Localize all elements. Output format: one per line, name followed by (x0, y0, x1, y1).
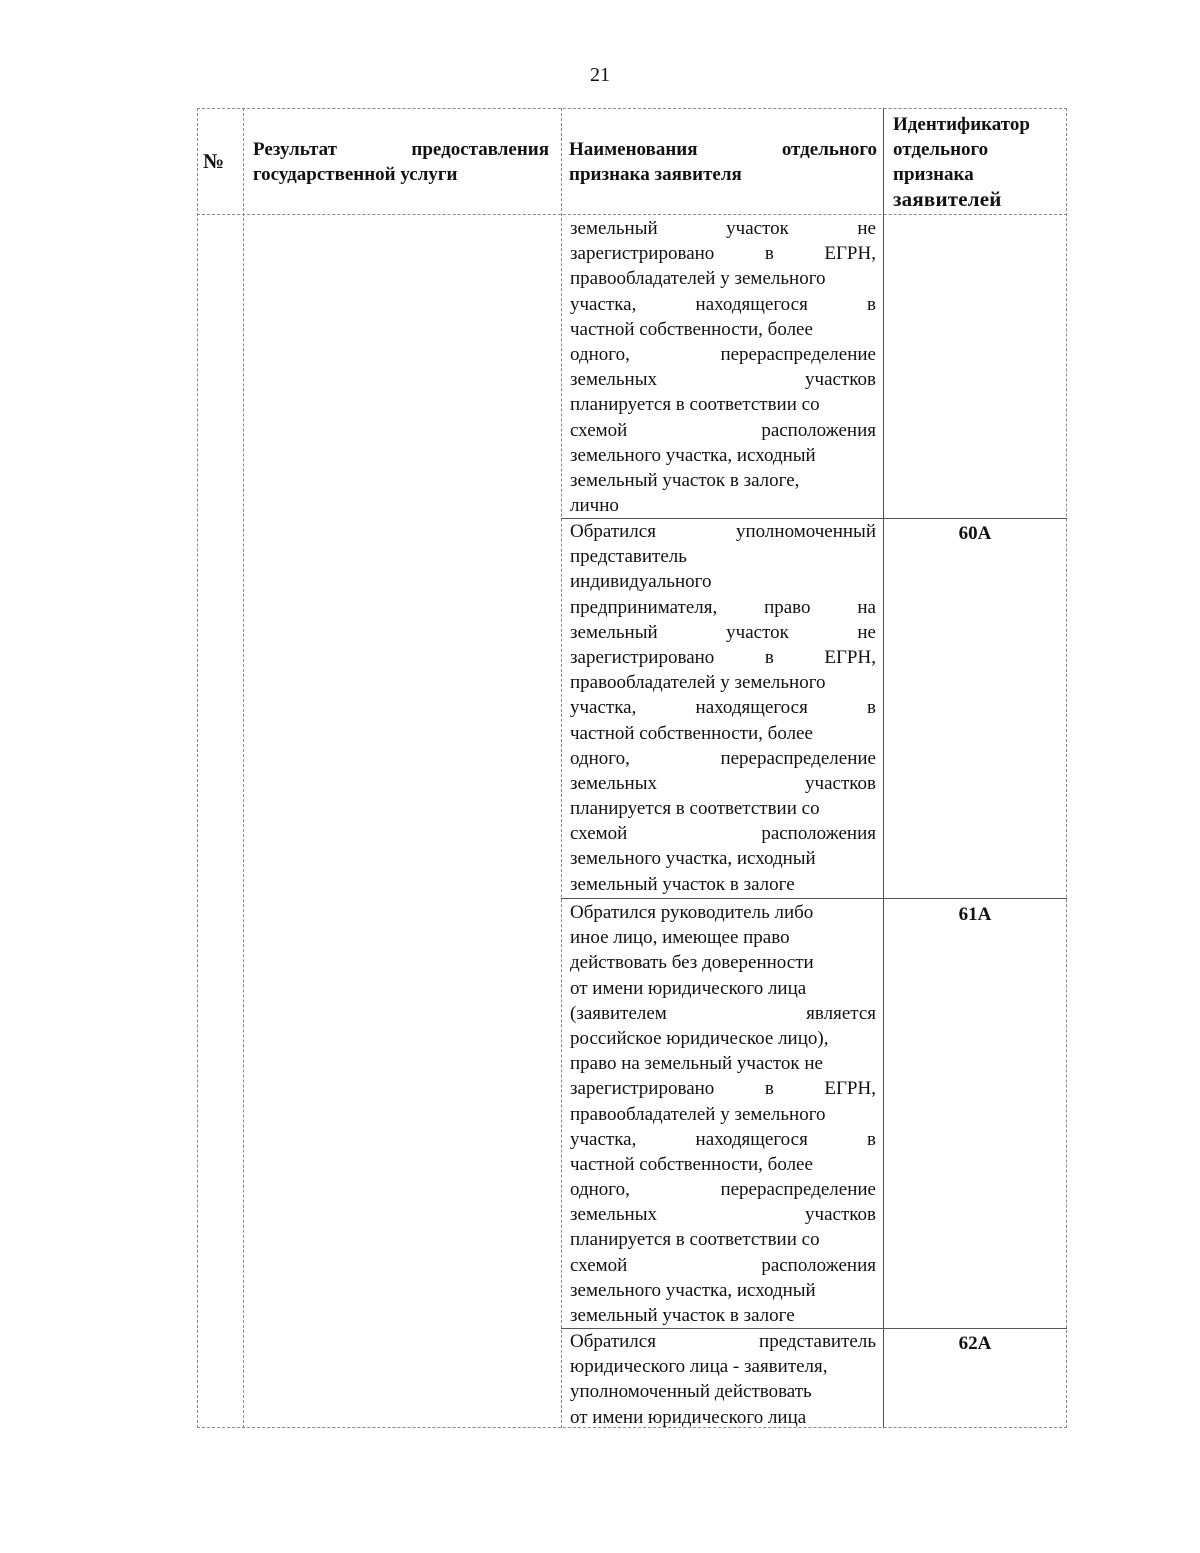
header-identifier-line4: заявителей (893, 187, 1002, 208)
text-fragment: схемой (570, 419, 628, 441)
text-fragment: в (867, 697, 876, 719)
text-line (570, 317, 876, 342)
text-line (570, 846, 876, 871)
text-line (570, 216, 876, 241)
row-2-identifier: 60А (958, 523, 992, 544)
text-fragment: представитель (570, 546, 687, 568)
text-fragment: перераспределение (720, 747, 876, 769)
text-fragment: в (867, 1128, 876, 1150)
text-fragment: в (764, 1078, 774, 1100)
table-top-border (197, 108, 1067, 109)
text-line (570, 418, 876, 443)
text-fragment: расположения (761, 823, 876, 845)
header-result-line2: государственной услуги (253, 164, 458, 185)
col-divider-1 (243, 108, 244, 1428)
text-fragment: не (857, 218, 876, 239)
text-fragment: является (806, 1002, 876, 1024)
text-fragment: в (867, 293, 876, 315)
text-line (570, 721, 876, 746)
text-fragment: индивидуального (570, 571, 712, 593)
text-fragment: участков (805, 772, 876, 794)
text-fragment: уполномоченный (736, 521, 876, 542)
text-fragment: Обратился (570, 521, 656, 542)
text-fragment: частной собственности, более (570, 722, 813, 744)
text-line (570, 241, 876, 266)
header-name-word2: отдельного (781, 139, 877, 160)
table (197, 108, 1067, 1428)
page-number: 21 (590, 64, 610, 86)
text-fragment: право на земельный участок не (570, 1053, 823, 1075)
text-line (570, 367, 876, 392)
table-right-border (1066, 108, 1067, 1428)
text-line (570, 595, 876, 620)
text-fragment: Обратился руководитель либо (570, 902, 814, 923)
text-fragment: схемой (570, 1254, 628, 1276)
text-fragment: частной собственности, более (570, 318, 813, 340)
text-fragment: одного, (570, 747, 630, 769)
text-fragment: правообладателей у земельного (570, 268, 826, 290)
text-fragment: (заявителем (570, 1002, 667, 1024)
text-fragment: земельный участок в залоге (570, 1305, 795, 1326)
text-fragment: от имени юридического лица (570, 977, 807, 999)
text-line (570, 1227, 876, 1252)
text-line (570, 519, 876, 544)
table-left-border (197, 108, 198, 1428)
text-line (570, 1354, 876, 1379)
text-fragment: уполномоченный действовать (570, 1381, 812, 1403)
text-line (570, 1379, 876, 1404)
row-3-identifier: 61А (958, 904, 992, 925)
text-line (570, 1278, 876, 1303)
text-fragment: схемой (570, 823, 628, 845)
header-name (569, 137, 877, 187)
row-2-description (570, 519, 876, 897)
text-fragment: земельный (570, 218, 658, 239)
text-fragment: участок (726, 621, 789, 643)
text-line (570, 950, 876, 975)
text-fragment: планируется в соответствии со (570, 394, 820, 416)
text-fragment: находящегося (695, 293, 808, 315)
header-identifier (893, 112, 1061, 208)
text-fragment: участка, (570, 697, 637, 719)
text-fragment: земельных (570, 1204, 657, 1226)
text-fragment: Обратился (570, 1331, 656, 1352)
text-line (570, 1329, 876, 1354)
text-line (570, 1076, 876, 1101)
text-line (570, 1001, 876, 1026)
text-fragment: планируется в соответствии со (570, 798, 820, 820)
text-fragment: земельного участка, исходный (570, 1279, 816, 1301)
row-4-description (570, 1329, 876, 1430)
text-line (570, 468, 876, 493)
text-line (570, 292, 876, 317)
text-fragment: правообладателей у земельного (570, 1103, 826, 1125)
text-fragment: предпринимателя, (570, 596, 718, 618)
text-line (570, 1253, 876, 1278)
text-line (570, 925, 876, 950)
header-result (253, 137, 549, 187)
text-line (570, 620, 876, 645)
text-fragment: частной собственности, более (570, 1153, 813, 1175)
text-line (570, 900, 876, 925)
text-fragment: российское юридическое лицо), (570, 1027, 829, 1049)
text-fragment: земельный участок в залоге (570, 873, 795, 895)
header-result-line1 (253, 137, 549, 162)
text-line (570, 1202, 876, 1227)
text-fragment: зарегистрировано (570, 646, 715, 668)
text-fragment: одного, (570, 1179, 630, 1201)
text-line (570, 821, 876, 846)
text-fragment: участков (805, 369, 876, 391)
text-line (570, 1127, 876, 1152)
header-result-word2: предоставления (411, 139, 549, 160)
text-fragment: участков (805, 1204, 876, 1226)
text-line (570, 544, 876, 569)
header-identifier-line3: признака (893, 164, 974, 185)
text-fragment: зарегистрировано (570, 1078, 715, 1100)
header-result-word1: Результат (253, 139, 337, 160)
text-line (570, 569, 876, 594)
text-fragment: правообладателей у земельного (570, 672, 826, 694)
row-4-identifier: 62А (958, 1333, 992, 1354)
text-fragment: земельного участка, исходный (570, 444, 816, 466)
text-line (570, 266, 876, 291)
text-fragment: иное лицо, имеющее право (570, 927, 790, 949)
text-fragment: на (857, 596, 876, 618)
header-bottom-border (197, 214, 1067, 215)
text-fragment: расположения (761, 1254, 876, 1276)
text-fragment: земельный (570, 621, 658, 643)
header-name-word1: Наименования (569, 139, 698, 160)
text-fragment: находящегося (695, 1128, 808, 1150)
text-fragment: находящегося (695, 697, 808, 719)
text-fragment: перераспределение (720, 1179, 876, 1201)
col-divider-3 (883, 108, 884, 1428)
row-3-description (570, 900, 876, 1328)
text-line (570, 1051, 876, 1076)
text-line (570, 670, 876, 695)
text-line (570, 976, 876, 1001)
text-fragment: ЕГРН, (824, 1078, 876, 1100)
header-name-line2: признака заявителя (569, 164, 742, 185)
text-fragment: право (764, 596, 811, 618)
row-divider-2 (561, 898, 1067, 899)
text-fragment: участка, (570, 293, 637, 315)
text-line (570, 872, 876, 897)
header-identifier-line1: Идентификатор (893, 114, 1030, 135)
text-line (570, 443, 876, 468)
text-fragment: в (764, 243, 774, 265)
text-fragment: земельный участок в залоге, (570, 469, 800, 491)
header-name-line1 (569, 137, 877, 162)
text-fragment: представитель (759, 1331, 876, 1352)
text-fragment: ЕГРН, (824, 243, 876, 265)
text-line (570, 392, 876, 417)
text-fragment: участка, (570, 1128, 637, 1150)
text-line (570, 493, 876, 518)
text-line (570, 1102, 876, 1127)
text-line (570, 771, 876, 796)
text-fragment: перераспределение (720, 343, 876, 365)
text-line (570, 796, 876, 821)
text-line (570, 1303, 876, 1328)
text-fragment: юридического лица - заявителя, (570, 1356, 828, 1378)
header-identifier-line2: отдельного (893, 139, 989, 160)
text-line (570, 746, 876, 771)
text-fragment: планируется в соответствии со (570, 1229, 820, 1251)
text-fragment: зарегистрировано (570, 243, 715, 265)
text-fragment: одного, (570, 343, 630, 365)
text-fragment: участок (726, 218, 789, 239)
text-line (570, 1177, 876, 1202)
text-line (570, 1405, 876, 1430)
text-fragment: земельных (570, 369, 657, 391)
text-line (570, 1152, 876, 1177)
text-fragment: от имени юридического лица (570, 1406, 807, 1428)
row-1-description (570, 216, 876, 518)
text-fragment: ЕГРН, (824, 646, 876, 668)
text-line (570, 342, 876, 367)
text-fragment: земельных (570, 772, 657, 794)
text-fragment: расположения (761, 419, 876, 441)
text-fragment: земельного участка, исходный (570, 848, 816, 870)
text-fragment: действовать без доверенности (570, 952, 814, 974)
text-line (570, 645, 876, 670)
text-fragment: лично (570, 495, 619, 517)
text-line (570, 1026, 876, 1051)
header-number: № (203, 149, 225, 173)
text-fragment: не (857, 621, 876, 643)
text-line (570, 695, 876, 720)
col-divider-2 (561, 108, 562, 1428)
text-fragment: в (764, 646, 774, 668)
